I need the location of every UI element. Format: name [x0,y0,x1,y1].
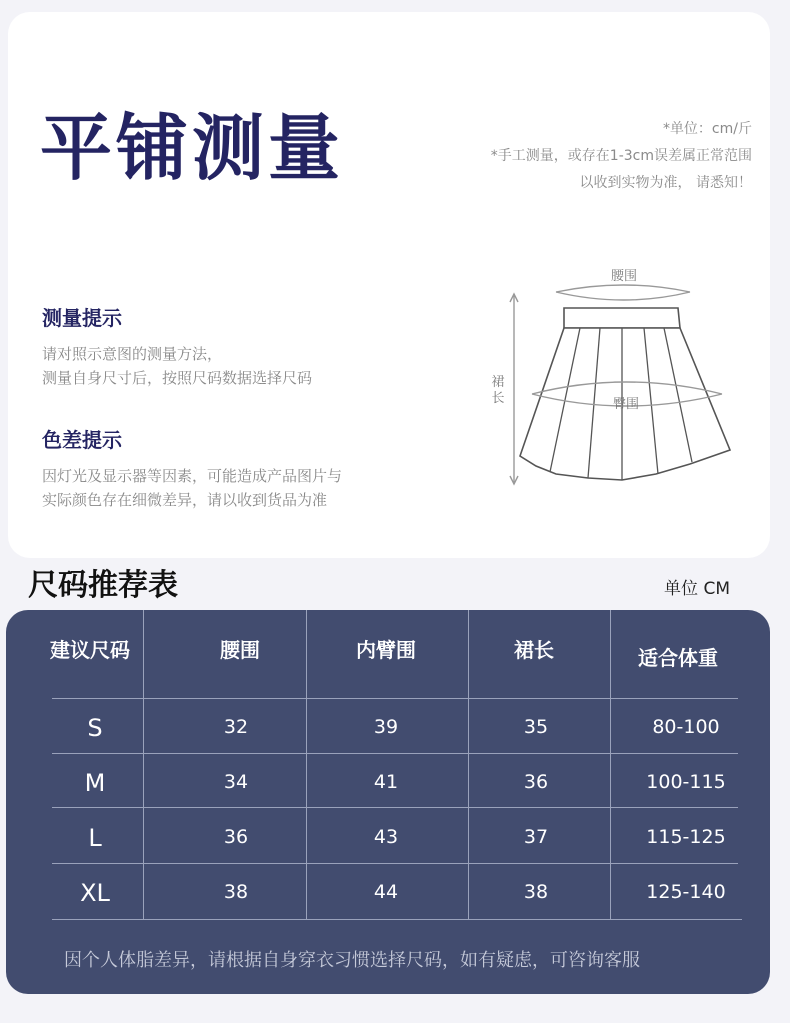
measurement-notes [491,116,752,197]
cell-length: 35 [523,716,549,738]
cell-weight: 100-115 [646,771,726,793]
note-unit: *单位：cm/斤 [662,121,752,137]
measure-tip-line: 请对照示意图的测量方法， [42,345,223,363]
row-size-xl: XL [80,879,110,907]
cell-arm: 39 [373,716,399,738]
length-label-top: 裙 [491,375,505,390]
note-confirm: 以收到实物为准， 请悉知！ [579,175,752,191]
measure-tip-heading: 测量提示 [42,306,122,330]
header-arm: 内臂围 [356,638,416,662]
hip-label: 臀围 [612,397,640,412]
cell-waist: 38 [223,881,249,903]
skirt-diagram [476,258,756,498]
size-table-title: 尺码推荐表 [28,568,178,603]
size-table-unit: 单位 CM [664,579,730,599]
header-length: 裙长 [514,638,554,662]
measure-tip-text [42,342,312,390]
cell-length: 38 [523,881,549,903]
note-error: *手工测量，或存在1-3cm误差属正常范围 [490,148,752,164]
waist-label: 腰围 [610,269,638,284]
skirt-waistband [564,308,680,328]
length-label-bottom: 长 [491,391,505,406]
color-tip-heading: 色差提示 [42,428,122,452]
page-title: 平铺测量 [40,106,345,190]
row-size-m: M [84,769,106,797]
header-weight: 适合体重 [638,646,718,670]
cell-waist: 36 [223,826,249,848]
color-tip-text [42,464,342,512]
color-tip-line: 因灯光及显示器等因素，可能造成产品图片与 [42,467,343,485]
cell-length: 36 [523,771,549,793]
cell-weight: 80-100 [652,716,720,738]
cell-weight: 115-125 [646,826,726,848]
row-size-s: S [87,714,103,742]
cell-waist: 32 [223,716,249,738]
header-size: 建议尺码 [50,638,130,662]
measure-tip-line: 测量自身尺寸后，按照尺码数据选择尺码 [42,369,313,387]
row-size-l: L [88,824,102,852]
size-table [6,610,770,994]
header-waist: 腰围 [220,638,260,662]
cell-weight: 125-140 [646,881,726,903]
waist-arrow-icon [556,285,690,292]
cell-arm: 44 [373,881,399,903]
cell-arm: 43 [373,826,399,848]
cell-waist: 34 [223,771,249,793]
color-tip-line: 实际颜色存在细微差异，请以收到货品为准 [42,491,328,509]
size-advice-note: 因个人体脂差异，请根据自身穿衣习惯选择尺码，如有疑虑，可咨询客服 [64,950,640,971]
cell-length: 37 [523,826,549,848]
cell-arm: 41 [373,771,399,793]
